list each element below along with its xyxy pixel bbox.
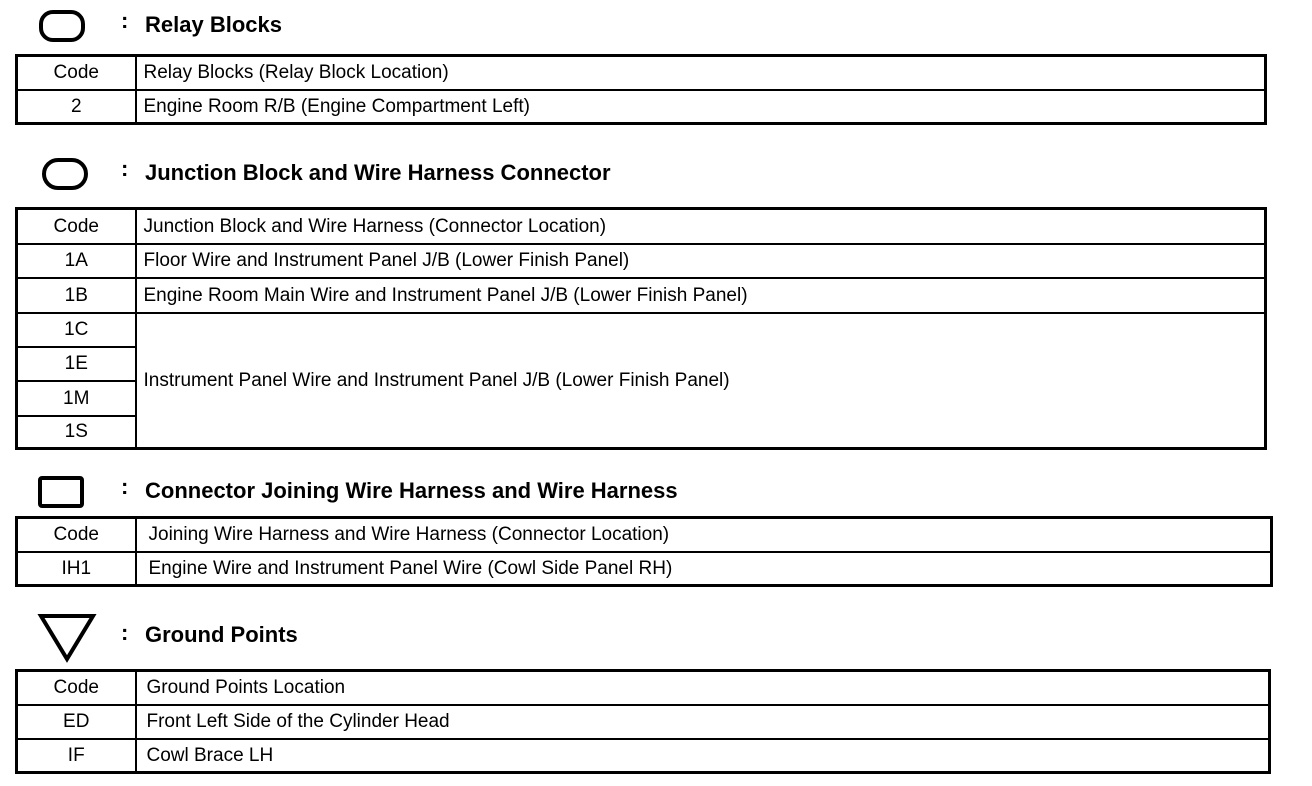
location-header: Ground Points Location <box>136 671 1270 705</box>
code-cell: 1M <box>17 381 136 416</box>
code-header: Code <box>17 671 136 705</box>
location-cell: Instrument Panel Wire and Instrument Panel J/B (Lower Finish Panel) <box>136 313 1266 449</box>
relay-blocks-header <box>0 4 900 44</box>
table-row <box>17 552 1272 586</box>
colon: : <box>121 474 129 499</box>
code-cell: 1S <box>17 416 136 449</box>
relay-blocks-table <box>15 54 1267 125</box>
table-row <box>17 313 1266 347</box>
code-header: Code <box>17 209 136 244</box>
code-cell: 1A <box>17 244 136 278</box>
section-title-relay-blocks: Relay Blocks <box>145 12 282 37</box>
location-cell: Engine Wire and Instrument Panel Wire (Cowl Side Panel RH) <box>136 552 1272 586</box>
location-header: Relay Blocks (Relay Block Location) <box>136 56 1266 90</box>
table-header-row <box>17 209 1266 244</box>
junction-block-icon <box>40 156 90 192</box>
location-cell: Engine Room R/B (Engine Compartment Left) <box>136 90 1266 124</box>
code-cell: 2 <box>17 90 136 124</box>
junction-block-header <box>0 152 900 192</box>
junction-block-table <box>15 207 1267 450</box>
location-header: Junction Block and Wire Harness (Connector Location) <box>136 209 1266 244</box>
relay-block-icon <box>38 8 88 44</box>
colon: : <box>121 156 129 181</box>
table-row <box>17 90 1266 124</box>
code-header: Code <box>17 518 136 552</box>
colon: : <box>121 8 129 33</box>
table-row <box>17 739 1270 773</box>
ground-points-table <box>15 669 1271 774</box>
colon: : <box>121 620 129 645</box>
table-row <box>17 278 1266 313</box>
connector-table <box>15 516 1273 587</box>
code-header: Code <box>17 56 136 90</box>
code-cell: ED <box>17 705 136 739</box>
connector-icon <box>36 474 86 510</box>
code-cell: 1B <box>17 278 136 313</box>
table-header-row <box>17 56 1266 90</box>
code-cell: IF <box>17 739 136 773</box>
code-cell: IH1 <box>17 552 136 586</box>
section-title-junction-block: Junction Block and Wire Harness Connector <box>145 160 611 185</box>
table-row <box>17 244 1266 278</box>
ground-points-header <box>0 612 900 652</box>
connector-header <box>0 470 900 510</box>
table-header-row <box>17 671 1270 705</box>
location-cell: Cowl Brace LH <box>136 739 1270 773</box>
section-title-ground-points: Ground Points <box>145 622 298 647</box>
table-header-row <box>17 518 1272 552</box>
location-cell: Floor Wire and Instrument Panel J/B (Lower Finish Panel) <box>136 244 1266 278</box>
table-row <box>17 705 1270 739</box>
code-cell: 1C <box>17 313 136 347</box>
location-cell: Front Left Side of the Cylinder Head <box>136 705 1270 739</box>
ground-point-icon <box>36 612 98 664</box>
location-cell: Engine Room Main Wire and Instrument Panel J/B (Lower Finish Panel) <box>136 278 1266 313</box>
code-cell: 1E <box>17 347 136 381</box>
section-title-connector: Connector Joining Wire Harness and Wire Harness <box>145 478 678 503</box>
location-header: Joining Wire Harness and Wire Harness (Connector Location) <box>136 518 1272 552</box>
